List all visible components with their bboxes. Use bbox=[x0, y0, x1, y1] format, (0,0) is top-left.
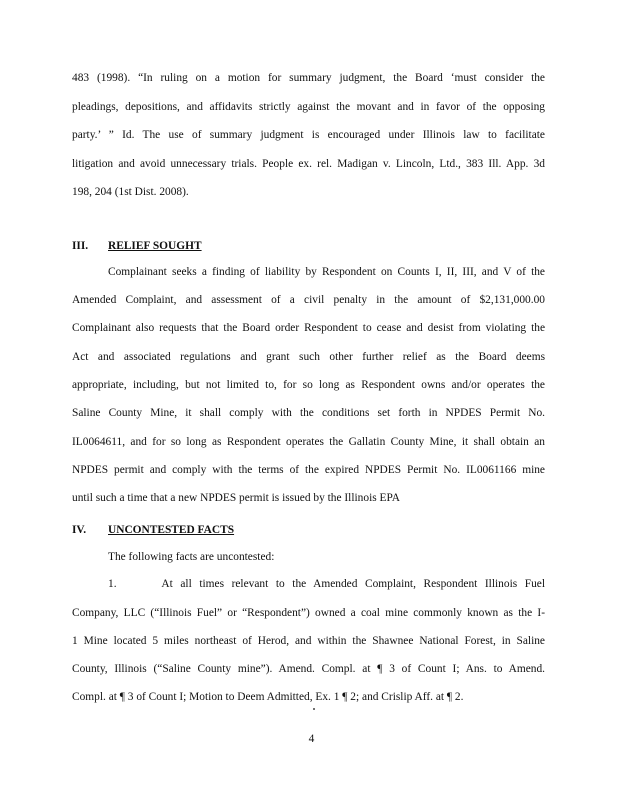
body-line: NPDES permit and comply with the terms of the expired NPDES Permit No. IL0061166 mine bbox=[72, 464, 545, 476]
body-line: appropriate, including, but not limited to, for so long as Respondent owns and/or operates the bbox=[72, 379, 545, 391]
body-line: 1. At all times relevant to the Amended Complaint, Respondent Illinois Fuel bbox=[108, 578, 545, 590]
body-line: Amended Complaint, and assessment of a civil penalty in the amount of $2,131,000.00 bbox=[72, 294, 545, 306]
body-line: 483 (1998). “In ruling on a motion for summary judgment, the Board ‘must consider the bbox=[72, 72, 545, 84]
scan-speck bbox=[313, 708, 315, 710]
section-number: IV. bbox=[72, 524, 87, 536]
section-heading-relief-sought bbox=[72, 239, 202, 253]
body-line: party.’ ” Id. The use of summary judgment is encouraged under Illinois law to facilitate bbox=[72, 129, 545, 141]
body-line: litigation and avoid unnecessary trials. People ex. rel. Madigan v. Lincoln, Ltd., 383 Ill. App. 3d bbox=[72, 158, 545, 170]
body-line: Complainant also requests that the Board order Respondent to cease and desist from violating the bbox=[72, 322, 545, 334]
body-line: Company, LLC (“Illinois Fuel” or “Respondent”) owned a coal mine commonly known as the I- bbox=[72, 607, 545, 619]
page-number: 4 bbox=[308, 733, 315, 745]
body-line: 1 Mine located 5 miles northeast of Herod, and within the Shawnee National Forest, in Saline bbox=[72, 635, 545, 647]
section-title: UNCONTESTED FACTS bbox=[108, 524, 235, 536]
body-line: County, Illinois (“Saline County mine”). Amend. Compl. at ¶ 3 of Count I; Ans. to Amend. bbox=[72, 663, 545, 675]
body-line: pleadings, depositions, and affidavits strictly against the movant and in favor of the opposing bbox=[72, 101, 545, 113]
section-heading-uncontested-facts bbox=[72, 523, 234, 537]
body-line: Compl. at ¶ 3 of Count I; Motion to Deem Admitted, Ex. 1 ¶ 2; and Crislip Aff. at ¶ 2. bbox=[72, 691, 464, 703]
body-line: Complainant seeks a finding of liability by Respondent on Counts I, II, III, and V of the bbox=[108, 266, 545, 278]
body-line: Saline County Mine, it shall comply with the conditions set forth in NPDES Permit No. bbox=[72, 407, 545, 419]
body-line: Act and associated regulations and grant such other further relief as the Board deems bbox=[72, 351, 545, 363]
body-line: until such a time that a new NPDES permit is issued by the Illinois EPA bbox=[72, 492, 400, 504]
section-number: III. bbox=[72, 240, 89, 252]
body-line: IL0064611, and for so long as Respondent operates the Gallatin County Mine, it shall obtain an bbox=[72, 436, 545, 448]
body-line: The following facts are uncontested: bbox=[108, 551, 275, 563]
body-line: 198, 204 (1st Dist. 2008). bbox=[72, 186, 189, 198]
section-title: RELIEF SOUGHT bbox=[108, 240, 202, 252]
